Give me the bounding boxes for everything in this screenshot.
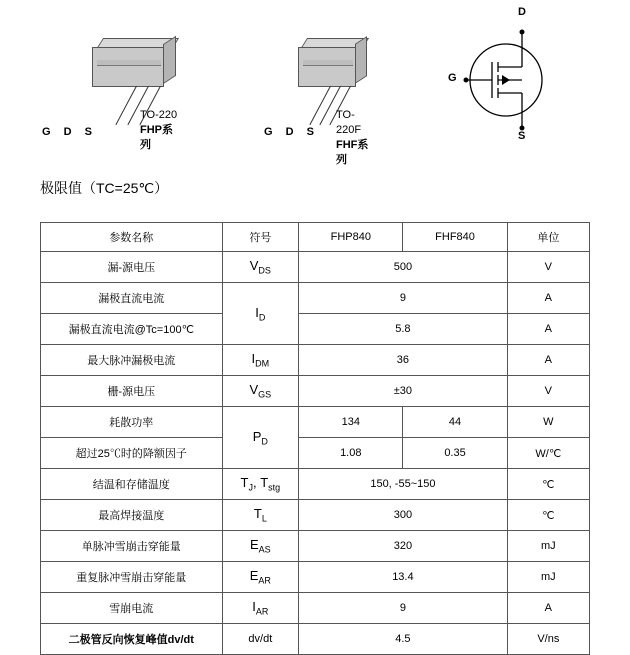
lead-gate bbox=[309, 86, 331, 125]
row-value-fhp: 1.08 bbox=[299, 438, 403, 469]
row-symbol bbox=[222, 531, 299, 562]
header-param: 参数名称 bbox=[41, 223, 223, 252]
absolute-maximum-ratings-table bbox=[40, 222, 590, 655]
row-unit: mJ bbox=[507, 562, 589, 593]
symbol-main: V bbox=[249, 382, 259, 398]
to220-caption-line2: FHP系列 bbox=[140, 124, 173, 151]
row-value: ±30 bbox=[299, 376, 508, 407]
row-value: 150, -55~150 bbox=[299, 469, 508, 500]
header-symbol: 符号 bbox=[222, 223, 299, 252]
row-value: 300 bbox=[299, 500, 508, 531]
row-value: 500 bbox=[299, 252, 508, 283]
table-row bbox=[41, 500, 590, 531]
symbol-sub: L bbox=[261, 513, 267, 524]
to220-body bbox=[92, 38, 178, 90]
row-value: 9 bbox=[299, 593, 508, 624]
symbol-sub: J bbox=[248, 482, 253, 493]
row-param: 雪崩电流 bbox=[41, 593, 223, 624]
to220f-mounting-tab bbox=[303, 60, 353, 66]
table-row bbox=[41, 345, 590, 376]
header-fhf840: FHF840 bbox=[403, 223, 507, 252]
row-unit: V/ns bbox=[507, 624, 589, 655]
row-param: 最大脉冲漏极电流 bbox=[41, 345, 223, 376]
row-symbol bbox=[222, 407, 299, 469]
symbol-sub: DM bbox=[255, 358, 270, 369]
to220-front-face bbox=[92, 47, 164, 87]
row-value: 13.4 bbox=[299, 562, 508, 593]
to220f-side-face bbox=[355, 36, 367, 84]
row-value-fhf: 0.35 bbox=[403, 438, 507, 469]
row-unit: mJ bbox=[507, 531, 589, 562]
row-value: 5.8 bbox=[299, 314, 508, 345]
to220f-front-face bbox=[298, 47, 356, 87]
mosfet-symbol-svg bbox=[448, 18, 568, 138]
row-unit: W/℃ bbox=[507, 438, 589, 469]
row-param: 最高焊接温度 bbox=[41, 500, 223, 531]
to220f-caption-line1: TO-220F bbox=[336, 109, 362, 136]
to220-mounting-tab bbox=[97, 60, 161, 66]
package-diagrams bbox=[0, 0, 630, 166]
row-symbol bbox=[222, 376, 299, 407]
row-param: 二极管反向恢复峰值dv/dt bbox=[41, 624, 223, 655]
symbol-main-2: T bbox=[260, 475, 269, 491]
symbol-sub: DS bbox=[258, 265, 271, 276]
package-to220f bbox=[264, 38, 370, 166]
table-row bbox=[41, 469, 590, 500]
row-symbol bbox=[222, 500, 299, 531]
row-value: 36 bbox=[299, 345, 508, 376]
table-row bbox=[41, 531, 590, 562]
symbol-sub-2: stg bbox=[268, 482, 281, 493]
to220f-body bbox=[298, 38, 370, 90]
row-unit: A bbox=[507, 314, 589, 345]
row-param: 漏极直流电流@Tc=100℃ bbox=[41, 314, 223, 345]
symbol-sub: AS bbox=[258, 544, 271, 555]
row-unit: ℃ bbox=[507, 500, 589, 531]
table-row bbox=[41, 593, 590, 624]
row-unit: V bbox=[507, 376, 589, 407]
symbol-main: E bbox=[249, 568, 259, 584]
to220f-caption-line2: FHF系列 bbox=[336, 139, 369, 166]
symbol-main: T bbox=[253, 506, 262, 522]
row-value-fhf: 44 bbox=[403, 407, 507, 438]
symbol-main: I bbox=[251, 351, 256, 367]
symbol-main: T bbox=[240, 475, 249, 491]
header-fhp840: FHP840 bbox=[299, 223, 403, 252]
row-param: 结温和存储温度 bbox=[41, 469, 223, 500]
symbol-sub: AR bbox=[258, 575, 271, 586]
row-param: 漏-源电压 bbox=[41, 252, 223, 283]
symbol-sub: D bbox=[258, 312, 266, 323]
table-row bbox=[41, 407, 590, 438]
symbol-source-label: S bbox=[518, 130, 526, 142]
row-unit: A bbox=[507, 283, 589, 314]
row-param: 耗散功率 bbox=[41, 407, 223, 438]
row-value: 4.5 bbox=[299, 624, 508, 655]
table-row bbox=[41, 314, 590, 345]
symbol-separator: , bbox=[252, 475, 261, 491]
row-symbol bbox=[222, 252, 299, 283]
symbol-gate-label: G bbox=[448, 72, 457, 84]
table-row bbox=[41, 252, 590, 283]
package-to220 bbox=[42, 38, 178, 151]
row-param: 超过25℃时的降额因子 bbox=[41, 438, 223, 469]
header-unit: 单位 bbox=[507, 223, 589, 252]
symbol-main: I bbox=[255, 304, 259, 320]
symbol-main: E bbox=[250, 537, 259, 553]
table-row bbox=[41, 376, 590, 407]
table-header-row bbox=[41, 223, 590, 252]
to220-side-face bbox=[163, 36, 176, 84]
row-value: 320 bbox=[299, 531, 508, 562]
mosfet-symbol bbox=[448, 6, 568, 142]
row-symbol bbox=[222, 345, 299, 376]
table-row bbox=[41, 283, 590, 314]
symbol-sub: AR bbox=[255, 606, 269, 617]
to220-caption-line1: TO-220 bbox=[140, 109, 178, 121]
symbol-drain-label: D bbox=[518, 6, 526, 18]
to220-caption bbox=[140, 108, 178, 153]
row-param: 漏极直流电流 bbox=[41, 283, 223, 314]
lead-gate bbox=[115, 86, 137, 125]
row-unit: ℃ bbox=[507, 469, 589, 500]
symbol-main: P bbox=[252, 428, 262, 444]
symbol-sub: GS bbox=[258, 389, 272, 400]
to220f-caption bbox=[336, 108, 370, 168]
row-value-fhp: 134 bbox=[299, 407, 403, 438]
row-symbol bbox=[222, 562, 299, 593]
row-unit: A bbox=[507, 345, 589, 376]
row-param: 单脉冲雪崩击穿能量 bbox=[41, 531, 223, 562]
symbol-main: I bbox=[252, 599, 256, 615]
row-value: 9 bbox=[299, 283, 508, 314]
table-row bbox=[41, 562, 590, 593]
row-param: 栅-源电压 bbox=[41, 376, 223, 407]
to220-pin-labels: G D S bbox=[42, 126, 97, 138]
row-unit: A bbox=[507, 593, 589, 624]
row-symbol bbox=[222, 593, 299, 624]
symbol-main: V bbox=[249, 258, 259, 274]
row-unit: V bbox=[507, 252, 589, 283]
section-title: 极限值（TC=25℃） bbox=[40, 180, 169, 196]
row-symbol bbox=[222, 469, 299, 500]
table-row bbox=[41, 624, 590, 655]
row-param: 重复脉冲雪崩击穿能量 bbox=[41, 562, 223, 593]
symbol-sub: D bbox=[261, 436, 268, 447]
to220f-pin-labels: G D S bbox=[264, 126, 319, 138]
row-unit: W bbox=[507, 407, 589, 438]
table-row bbox=[41, 438, 590, 469]
row-symbol: dv/dt bbox=[222, 624, 299, 655]
row-symbol bbox=[222, 283, 299, 345]
